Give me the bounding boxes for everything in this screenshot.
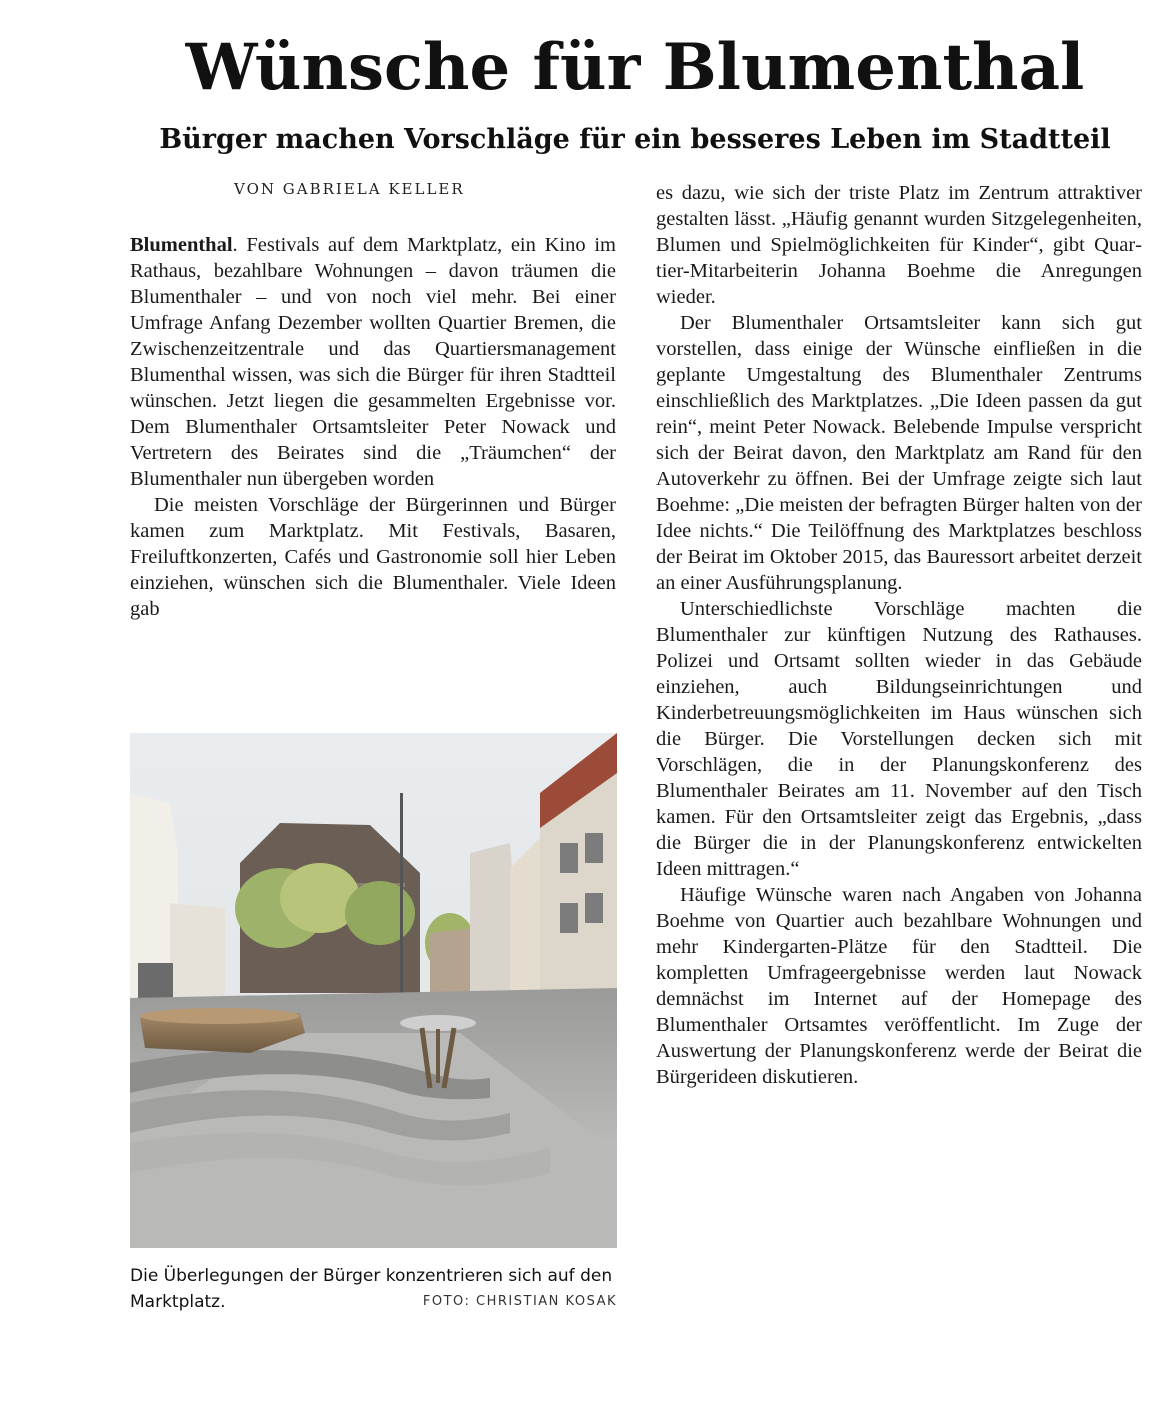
photo-credit: FOTO: CHRISTIAN KOSAK [422, 1294, 617, 1309]
paragraph-2-continued: es dazu, wie sich der triste Platz im Zentrum attraktiver gestalten lässt. „Häufig genannt wurden Sitzgelegenheiten, Blumen und Spielmöglichkeiten für Kinder“, gibt Quartier-Mitarbeiterin Johanna Boehme die Anregungen wieder. [656, 182, 1142, 308]
dateline: Blumenthal [130, 234, 233, 256]
paragraph-5: Häufige Wünsche waren nach Angaben von Johanna Boehme von Quartier auch bezahlbare Wohnungen und mehr Kindergarten-Plätze für den Stadtteil. Die kompletten Umfrageergebnisse werden laut Nowack demnächst im Internet auf der Homepage des Blumenthaler Ortsamtes veröffentlicht. Im Zuge der Auswertung der Planungskonferenz werde der Beirat die Bürgerideen diskutieren. [656, 884, 1142, 1088]
paragraph-1-text: . Festivals auf dem Marktplatz, ein Kino im Rathaus, bezahlbare Wohnungen – davon träumen die Blumenthaler – und von noch viel mehr. Bei einer Umfrage Anfang Dezember wollten Quartier Bremen, die Zwischenzeitzentrale und das Quartiersmanagement Blumenthal wissen, was sich die Bürger für ihren Stadtteil wünschen. Jetzt liegen die gesammelten Ergebnisse vor. Dem Blumenthaler Ortsamtsleiter Peter Nowack und Vertretern des Beirates sind die „Träumchen“ der Blumenthaler nun übergeben worden [130, 234, 616, 490]
market-square-photo-image [130, 733, 617, 1248]
article-column-2 [656, 180, 1142, 1090]
article-column-1 [130, 232, 616, 622]
paragraph-1 [130, 232, 616, 492]
paragraph-3: Der Blumenthaler Ortsamtsleiter kann sich gut vorstellen, dass einige der Wünsche einfließen in die geplante Umgestaltung des Blumenthaler Zentrums einschließlich des Marktplatzes. „Die Ideen passen da gut rein“, meint Peter Nowack. Belebende Impulse verspricht sich der Beirat davon, den Marktplatz am Rand für den Autoverkehr zu öffnen. Bei der Umfrage zeigte sich laut Boehme: „Die meisten der befragten Bürger halten von der Idee nichts.“ Die Teilöffnung des Marktplatzes beschloss der Beirat im Oktober 2015, das Bauressort arbeitet derzeit an einer Ausführungsplanung. [656, 312, 1142, 594]
photo-caption: Die Überlegungen der Bürger konzentrieren sich auf den Marktplatz. [130, 1266, 613, 1312]
byline: VON GABRIELA KELLER [234, 180, 465, 198]
paragraph-4: Unterschiedlichste Vorschläge machten die Blumenthaler zur künftigen Nutzung des Rathauses. Polizei und Ortsamt sollten wieder in das Gebäude einziehen, auch Bildungseinrichtungen und Kinderbetreuungsmöglichkeiten im Haus wünschen sich die Bürger. Die Vorstellungen decken sich mit Vorschlägen, die in der Planungskonferenz des Blumenthaler Beirates am 11. November auf den Tisch kamen. Für den Ortsamtsleiter zeigt das Ergebnis, „dass die Bürger die in der Planungskonferenz entwickelten Ideen mittragen.“ [656, 598, 1142, 880]
market-square-photo [130, 733, 617, 1248]
paragraph-2: Die meisten Vorschläge der Bürgerinnen und Bürger kamen zum Marktplatz. Mit Festivals, Basaren, Freiluftkonzerten, Cafés und Gastronomie soll hier Leben einziehen, wünschen sich die Blumenthaler. Viele Ideen gab [130, 494, 616, 620]
subheadline: Bürger machen Vorschläge für ein besseres Leben im Stadtteil [159, 124, 1111, 155]
photo-caption-block [130, 1263, 617, 1315]
headline: Wünsche für Blumenthal [185, 30, 1085, 105]
